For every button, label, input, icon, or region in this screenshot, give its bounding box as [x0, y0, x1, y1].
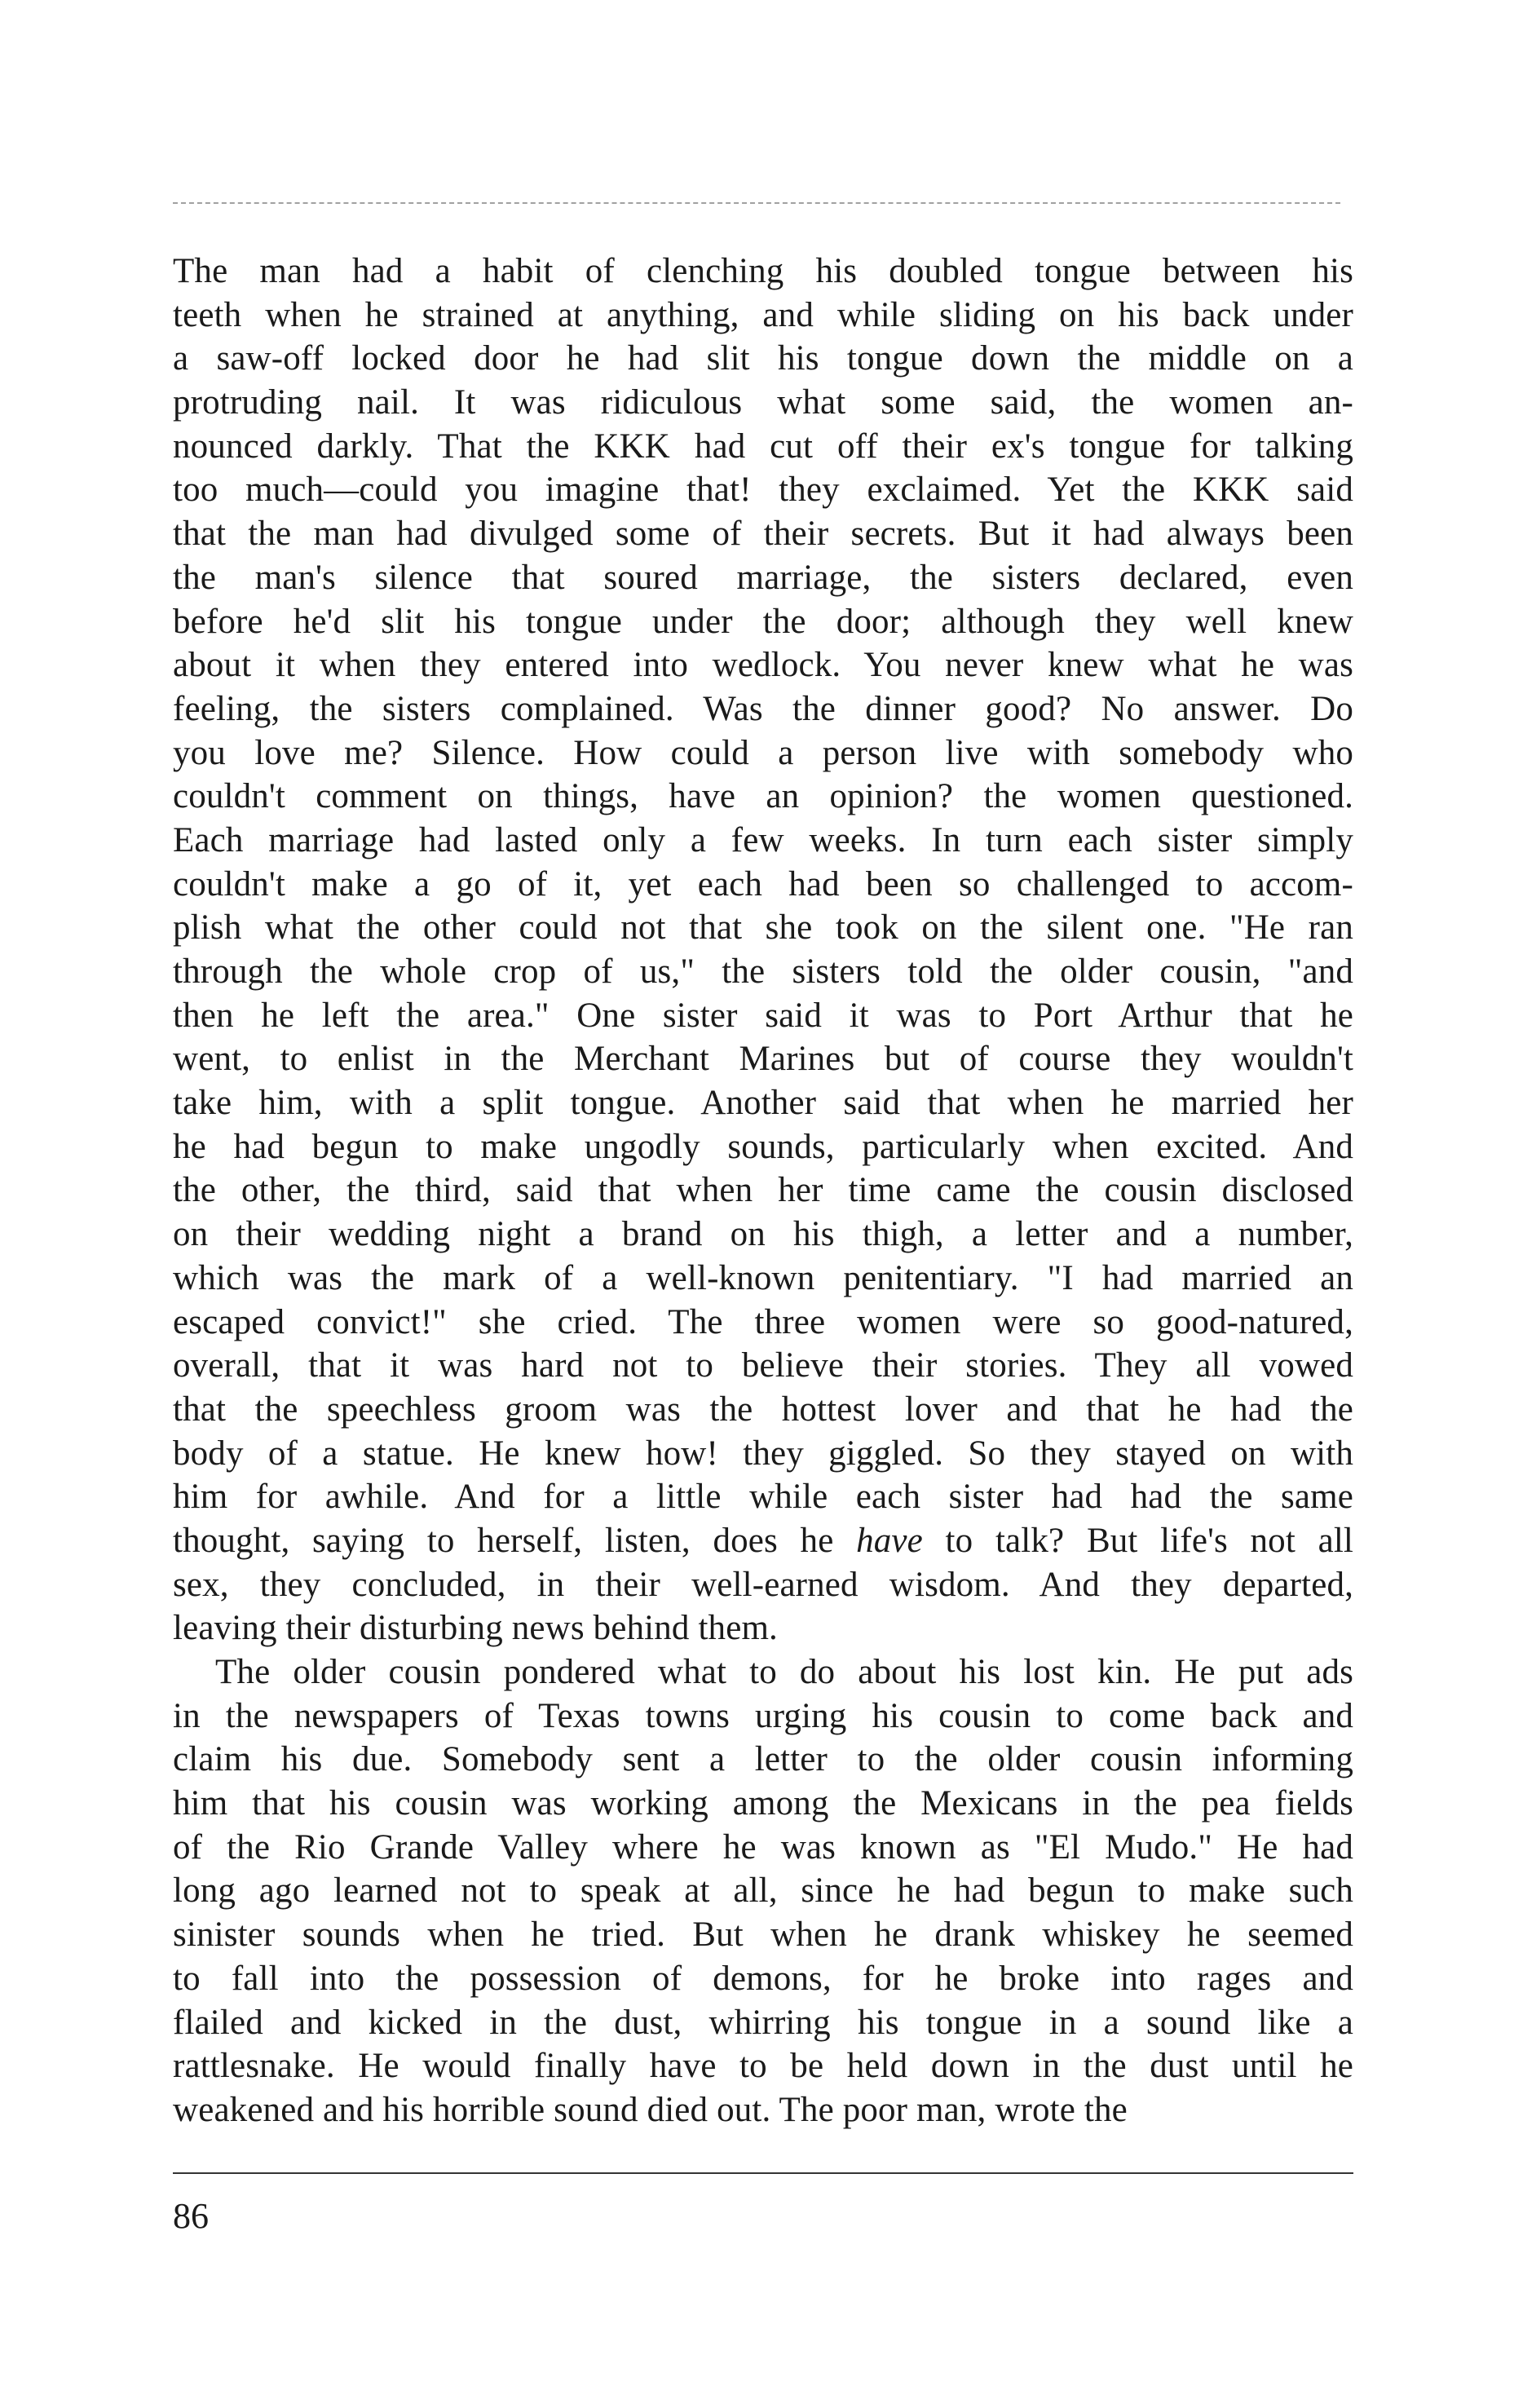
text-line: went, to enlist in the Merchant Marines but of course they wouldn't	[173, 1040, 1353, 1079]
text-line: you love me? Silence. How could a person live with somebody who	[173, 733, 1353, 772]
emphasis: have	[856, 1521, 923, 1560]
text-line: on their wedding night a brand on his thigh, a letter and a number,	[173, 1215, 1353, 1254]
paragraph	[173, 1650, 1353, 2132]
text-line: him for awhile. And for a little while each sister had had the same	[173, 1478, 1353, 1517]
text-line: through the whole crop of us," the sisters told the older cousin, "and	[173, 952, 1353, 991]
text-line: the man's silence that soured marriage, the sisters declared, even	[173, 558, 1353, 597]
paragraph	[173, 250, 1353, 1650]
text-line: to fall into the possession of demons, for he broke into rages and	[173, 1959, 1353, 1998]
text-line: Each marriage had lasted only a few weeks. In turn each sister simply	[173, 820, 1353, 859]
text-line: long ago learned not to speak at all, since he had begun to make such	[173, 1871, 1353, 1911]
text-line: feeling, the sisters complained. Was the dinner good? No answer. Do	[173, 689, 1353, 728]
text-line: escaped convict!" she cried. The three women were so good-natured,	[173, 1302, 1353, 1341]
text-line: weakened and his horrible sound died out. The poor man, wrote the	[173, 2090, 1128, 2129]
text-line: sinister sounds when he tried. But when he drank whiskey he seemed	[173, 1915, 1353, 1955]
text-line: he had begun to make ungodly sounds, particularly when excited. And	[173, 1127, 1353, 1166]
text-line: protruding nail. It was ridiculous what some said, the women an-	[173, 383, 1353, 422]
body-text	[173, 250, 1353, 2132]
text-line: a saw-off locked door he had slit his tongue down the middle on a	[173, 339, 1353, 378]
page-number: 86	[173, 2196, 209, 2236]
text-line: teeth when he strained at anything, and while sliding on his back under	[173, 295, 1353, 334]
text-line: rattlesnake. He would finally have to be held down in the dust until he	[173, 2047, 1353, 2086]
text-line: the other, the third, said that when her time came the cousin disclosed	[173, 1171, 1353, 1210]
text-line: too much—could you imagine that! they exclaimed. Yet the KKK said	[173, 471, 1353, 510]
text-line: about it when they entered into wedlock. You never knew what he was	[173, 646, 1353, 685]
text-line: him that his cousin was working among the Mexicans in the pea fields	[173, 1784, 1353, 1823]
text-line: nounced darkly. That the KKK had cut off their ex's tongue for talking	[173, 426, 1353, 466]
text-line: plish what the other could not that she took on the silent one. "He ran	[173, 908, 1353, 948]
top-rule	[173, 202, 1340, 204]
text-line: leaving their disturbing news behind them.	[173, 1609, 778, 1648]
text-line: body of a statue. He knew how! they giggled. So they stayed on with	[173, 1434, 1353, 1473]
footer-rule	[173, 2172, 1353, 2174]
text-line: before he'd slit his tongue under the door; although they well knew	[173, 602, 1353, 641]
text-line: that the speechless groom was the hottest lover and that he had the	[173, 1390, 1353, 1429]
text-line: thought, saying to herself, listen, does he have to talk? But life's not all	[173, 1521, 1354, 1560]
text-line: in the newspapers of Texas towns urging his cousin to come back and	[173, 1696, 1353, 1735]
text-line: couldn't make a go of it, yet each had been so challenged to accom-	[173, 864, 1353, 904]
text-line: The man had a habit of clenching his doubled tongue between his	[173, 252, 1353, 290]
text-line: of the Rio Grande Valley where he was known as "El Mudo." He had	[173, 1827, 1353, 1867]
text-line: couldn't comment on things, have an opinion? the women questioned.	[173, 777, 1353, 816]
text-line: then he left the area." One sister said it was to Port Arthur that he	[173, 996, 1353, 1035]
text-line: take him, with a split tongue. Another said that when he married her	[173, 1084, 1353, 1123]
text-line: which was the mark of a well-known penitentiary. "I had married an	[173, 1258, 1353, 1297]
text-line: The older cousin pondered what to do about his lost kin. He put ads	[215, 1653, 1353, 1691]
text-line: flailed and kicked in the dust, whirring his tongue in a sound like a	[173, 2003, 1353, 2042]
text-line: sex, they concluded, in their well-earned wisdom. And they departed,	[173, 1565, 1353, 1604]
text-line: overall, that it was hard not to believe their stories. They all vowed	[173, 1346, 1353, 1385]
text-line: claim his due. Somebody sent a letter to the older cousin informing	[173, 1740, 1353, 1779]
text-line: that the man had divulged some of their secrets. But it had always been	[173, 515, 1353, 554]
